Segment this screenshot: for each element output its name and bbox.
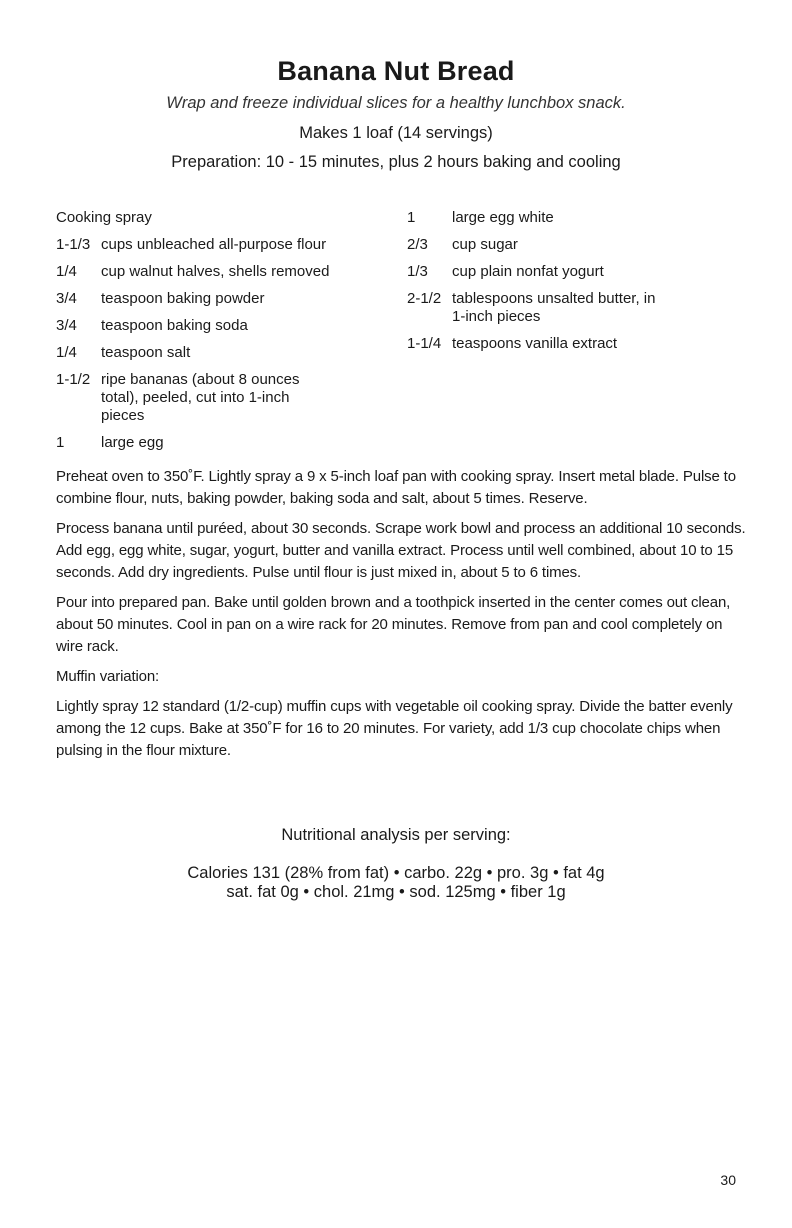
ingredient-item xyxy=(56,317,386,335)
ingredient-qty: 1-1/2 xyxy=(56,371,91,388)
nutrition-heading: Nutritional analysis per serving: xyxy=(281,826,511,844)
ingredient-desc: large egg white xyxy=(452,209,554,226)
ingredient-item xyxy=(407,335,707,353)
ingredient-item xyxy=(407,263,707,281)
ingredient-item xyxy=(56,263,386,281)
ingredient-qty: 1/4 xyxy=(56,344,77,361)
ingredient-item xyxy=(56,434,386,452)
ingredient-desc: large egg xyxy=(101,434,164,451)
recipe-subtitle: Wrap and freeze individual slices for a healthy lunchbox snack. xyxy=(166,94,626,112)
instruction-paragraph: Lightly spray 12 standard (1/2-cup) muffin cups with vegetable oil cooking spray. Divide the batter evenly among the 12 cups. Bake at 350˚F for 16 to 20 minutes. For variety, add 1/3 cup chocolate chips when pulsing in the flour mixture. xyxy=(56,698,733,759)
ingredient-item xyxy=(407,236,707,254)
ingredient-desc: cup plain nonfat yogurt xyxy=(452,263,604,280)
ingredient-item xyxy=(56,290,386,308)
yield-text: Makes 1 loaf (14 servings) xyxy=(299,124,493,142)
ingredient-desc: teaspoon baking soda xyxy=(101,317,248,334)
ingredients-left-column xyxy=(56,209,386,461)
nutrition-line: sat. fat 0g • chol. 21mg • sod. 125mg • fiber 1g xyxy=(226,883,566,901)
ingredient-item xyxy=(56,236,386,254)
ingredient-qty: 1-1/3 xyxy=(56,236,91,253)
ingredient-qty: 1/3 xyxy=(407,263,428,280)
ingredient-item xyxy=(407,290,707,326)
ingredient-qty: 3/4 xyxy=(56,317,77,334)
ingredient-desc: ripe bananas (about 8 ounces total), peeled, cut into 1-inch pieces xyxy=(101,371,300,424)
ingredient-qty: 2/3 xyxy=(407,236,428,253)
page-number: 30 xyxy=(720,1172,736,1188)
ingredient-desc: teaspoons vanilla extract xyxy=(452,335,618,352)
ingredient-qty: 2-1/2 xyxy=(407,290,442,307)
instruction-paragraph: Preheat oven to 350˚F. Lightly spray a 9 x 5-inch loaf pan with cooking spray. Insert metal blade. Pulse to combine flour, nuts, baking powder, baking soda and salt, about 5 times. Reserve. xyxy=(56,468,736,507)
ingredient-desc: cups unbleached all-purpose flour xyxy=(101,236,327,253)
ingredient-desc: Cooking spray xyxy=(56,209,152,226)
ingredient-item xyxy=(56,371,386,425)
ingredient-qty: 1/4 xyxy=(56,263,77,280)
ingredient-qty: 1 xyxy=(56,434,65,451)
ingredient-qty: 3/4 xyxy=(56,290,77,307)
instruction-paragraph: Process banana until puréed, about 30 seconds. Scrape work bowl and process an additional 10 seconds. Add egg, egg white, sugar, yogurt, butter and vanilla extract. Process until well combined, about 10 to 15 seconds. Add dry ingredients. Pulse until flour is just mixed in, about 5 to 6 times. xyxy=(56,520,746,581)
muffin-variation-heading: Muffin variation: xyxy=(56,668,160,685)
preparation-text: Preparation: 10 - 15 minutes, plus 2 hours baking and cooling xyxy=(171,153,621,171)
ingredient-desc: teaspoon baking powder xyxy=(101,290,265,307)
ingredient-item xyxy=(56,209,386,227)
nutrition-line: Calories 131 (28% from fat) • carbo. 22g • pro. 3g • fat 4g xyxy=(187,864,605,882)
instructions xyxy=(56,466,746,770)
ingredient-desc: cup walnut halves, shells removed xyxy=(101,263,330,280)
ingredient-item xyxy=(56,344,386,362)
ingredient-qty: 1 xyxy=(407,209,416,226)
ingredient-desc: cup sugar xyxy=(452,236,518,253)
recipe-title: Banana Nut Bread xyxy=(277,56,515,86)
ingredients-right-column xyxy=(407,209,707,362)
ingredient-item xyxy=(407,209,707,227)
ingredient-qty: 1-1/4 xyxy=(407,335,442,352)
ingredient-desc: tablespoons unsalted butter, in 1-inch pieces xyxy=(452,290,656,325)
instruction-paragraph: Pour into prepared pan. Bake until golden brown and a toothpick inserted in the center comes out clean, about 50 minutes. Cool in pan on a wire rack for 20 minutes. Remove from pan and cool completely on wire rack. xyxy=(56,594,731,655)
ingredient-desc: teaspoon salt xyxy=(101,344,191,361)
